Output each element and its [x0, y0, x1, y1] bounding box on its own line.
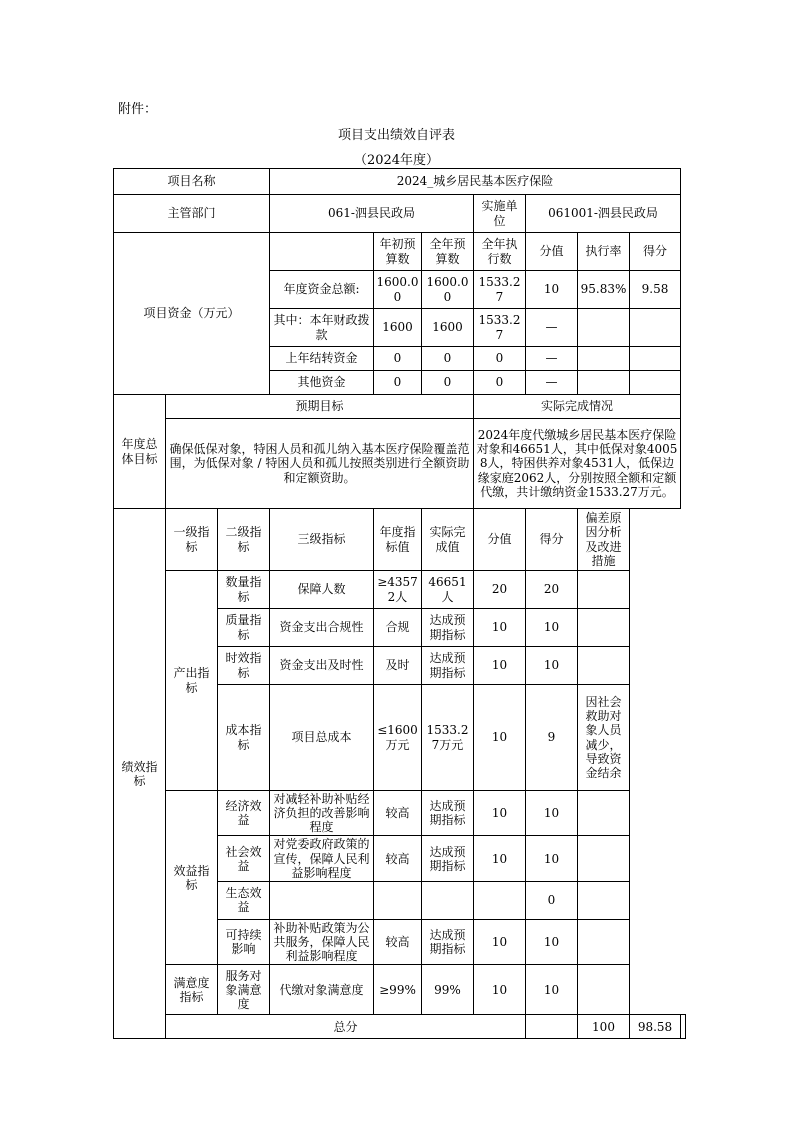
project-name-label: 项目名称 — [114, 169, 270, 195]
funds-header-row — [114, 233, 686, 271]
indicator-score: 10 — [526, 647, 578, 685]
indicator-reason — [578, 919, 630, 964]
funds-annual: 0 — [422, 347, 474, 371]
indicator-value — [474, 881, 526, 919]
funds-annual: 1600 — [422, 309, 474, 347]
indicator-actual: 99% — [422, 965, 474, 1015]
indicator-l2: 数量指标 — [218, 571, 270, 609]
project-name-row — [114, 169, 686, 195]
funds-row-name: 年度资金总额: — [270, 271, 374, 309]
department-row — [114, 195, 686, 233]
output-group-label: 产出指标 — [166, 571, 218, 791]
perf-header: 三级指标 — [270, 509, 374, 571]
funds-executed: 1533.27 — [474, 271, 526, 309]
indicator-l3: 项目总成本 — [270, 685, 374, 791]
total-blank — [526, 1015, 578, 1039]
funds-executed: 1533.27 — [474, 309, 526, 347]
goals-header-row — [114, 395, 686, 419]
funds-header: 分值 — [526, 233, 578, 271]
indicator-l3: 资金支出及时性 — [270, 647, 374, 685]
indicator-score: 10 — [526, 609, 578, 647]
indicator-score: 10 — [526, 791, 578, 836]
perf-header: 年度指标值 — [374, 509, 422, 571]
goals-expected: 确保低保对象，特困人员和孤儿纳入基本医疗保险覆盖范围，为低保对象 / 特困人员和孤儿按照类别进行全额资助和定额资助。 — [166, 419, 474, 509]
funds-initial: 1600 — [374, 309, 422, 347]
impl-label: 实施单位 — [474, 195, 526, 233]
indicator-actual: 达成预期指标 — [422, 647, 474, 685]
funds-score: 9.58 — [630, 271, 681, 309]
indicator-value: 10 — [474, 647, 526, 685]
indicator-l3: 对党委政府政策的宣传，保障人民利益影响程度 — [270, 836, 374, 881]
indicator-target: 较高 — [374, 919, 422, 964]
funds-header: 全年执行数 — [474, 233, 526, 271]
funds-rate: 95.83% — [578, 271, 630, 309]
funds-row-name: 其中：本年财政拨款 — [270, 309, 374, 347]
funds-initial: 0 — [374, 347, 422, 371]
indicator-reason — [578, 571, 630, 609]
indicator-l2: 质量指标 — [218, 609, 270, 647]
total-value: 100 — [578, 1015, 630, 1039]
benefit-group-label: 效益指标 — [166, 791, 218, 965]
indicator-reason — [578, 791, 630, 836]
indicator-l3: 代缴对象满意度 — [270, 965, 374, 1015]
total-row — [114, 1015, 686, 1039]
impl-value: 061001-泗县民政局 — [526, 195, 681, 233]
satisfaction-group-label: 满意度指标 — [166, 965, 218, 1015]
funds-executed: 0 — [474, 371, 526, 395]
indicator-score: 10 — [526, 836, 578, 881]
indicator-l3: 对减轻补助补贴经济负担的改善影响程度 — [270, 791, 374, 836]
funds-rate — [578, 309, 630, 347]
indicator-reason — [578, 609, 630, 647]
indicator-l3: 补助补贴政策为公共服务，保障人民利益影响程度 — [270, 919, 374, 964]
indicator-reason — [578, 836, 630, 881]
indicator-actual: 1533.27万元 — [422, 685, 474, 791]
indicator-actual: 46651人 — [422, 571, 474, 609]
indicator-value: 10 — [474, 791, 526, 836]
indicator-value: 10 — [474, 919, 526, 964]
indicator-value: 10 — [474, 609, 526, 647]
indicator-l2: 可持续影响 — [218, 919, 270, 964]
goals-expected-header: 预期目标 — [166, 395, 474, 419]
perf-label: 绩效指标 — [114, 509, 166, 1039]
indicator-reason — [578, 881, 630, 919]
indicator-value: 10 — [474, 685, 526, 791]
goals-label: 年度总体目标 — [114, 395, 166, 509]
indicator-value: 10 — [474, 836, 526, 881]
indicator-target: 较高 — [374, 836, 422, 881]
funds-header: 得分 — [630, 233, 681, 271]
funds-rate — [578, 347, 630, 371]
funds-initial: 1600.00 — [374, 271, 422, 309]
indicator-score: 10 — [526, 919, 578, 964]
goals-actual: 2024年度代缴城乡居民基本医疗保险对象和46651人，其中低保对象40058人，特困供养对象4531人，低保边缘家庭2062人，分别按照全额和定额代缴，共计缴纳资金1533.27万元。 — [474, 419, 681, 509]
indicator-target: 合规 — [374, 609, 422, 647]
funds-rate — [578, 371, 630, 395]
total-label: 总分 — [166, 1015, 526, 1039]
indicator-row — [114, 965, 686, 1015]
funds-score — [630, 371, 681, 395]
perf-header: 二级指标 — [218, 509, 270, 571]
perf-header: 得分 — [526, 509, 578, 571]
perf-header: 分值 — [474, 509, 526, 571]
funds-header: 年初预算数 — [374, 233, 422, 271]
indicator-target: ≤1600万元 — [374, 685, 422, 791]
indicator-l3: 资金支出合规性 — [270, 609, 374, 647]
indicator-l2: 经济效益 — [218, 791, 270, 836]
dept-value: 061-泗县民政局 — [270, 195, 474, 233]
funds-score — [630, 347, 681, 371]
indicator-target — [374, 881, 422, 919]
indicator-l3 — [270, 881, 374, 919]
indicator-actual: 达成预期指标 — [422, 836, 474, 881]
funds-annual: 1600.00 — [422, 271, 474, 309]
indicator-l2: 社会效益 — [218, 836, 270, 881]
indicator-score: 20 — [526, 571, 578, 609]
form-year: （2024年度） — [353, 153, 440, 168]
funds-executed: 0 — [474, 347, 526, 371]
attachment-label: 附件： — [118, 102, 158, 117]
indicator-score: 0 — [526, 881, 578, 919]
funds-score-value: — — [526, 347, 578, 371]
funds-score-value: 10 — [526, 271, 578, 309]
total-score: 98.58 — [630, 1015, 681, 1039]
funds-header: 执行率 — [578, 233, 630, 271]
indicator-actual: 达成预期指标 — [422, 919, 474, 964]
perf-header: 实际完成值 — [422, 509, 474, 571]
perf-header: 偏差原因分析及改进措施 — [578, 509, 630, 571]
goals-actual-header: 实际完成情况 — [474, 395, 681, 419]
indicator-score: 10 — [526, 965, 578, 1015]
funds-row-name: 上年结转资金 — [270, 347, 374, 371]
indicator-target: 及时 — [374, 647, 422, 685]
indicator-l2: 生态效益 — [218, 881, 270, 919]
total-reason — [681, 1015, 686, 1039]
indicator-l2: 服务对象满意度 — [218, 965, 270, 1015]
indicator-target: ≥43572人 — [374, 571, 422, 609]
indicator-value: 10 — [474, 965, 526, 1015]
goals-content-row — [114, 419, 686, 509]
funds-annual: 0 — [422, 371, 474, 395]
indicator-actual: 达成预期指标 — [422, 791, 474, 836]
indicator-row — [114, 791, 686, 836]
funds-header-blank — [270, 233, 374, 271]
indicator-l2: 时效指标 — [218, 647, 270, 685]
funds-label: 项目资金（万元） — [114, 233, 270, 395]
indicator-l2: 成本指标 — [218, 685, 270, 791]
indicator-value: 20 — [474, 571, 526, 609]
dept-label: 主管部门 — [114, 195, 270, 233]
funds-header: 全年预算数 — [422, 233, 474, 271]
indicator-score: 9 — [526, 685, 578, 791]
indicator-target: ≥99% — [374, 965, 422, 1015]
funds-score — [630, 309, 681, 347]
funds-score-value: — — [526, 371, 578, 395]
funds-row-name: 其他资金 — [270, 371, 374, 395]
indicator-target: 较高 — [374, 791, 422, 836]
indicator-l3: 保障人数 — [270, 571, 374, 609]
project-name-value: 2024_城乡居民基本医疗保险 — [270, 169, 681, 195]
indicator-reason: 因社会救助对象人员减少，导致资金结余 — [578, 685, 630, 791]
indicator-row — [114, 571, 686, 609]
indicator-reason — [578, 647, 630, 685]
perf-header-row — [114, 509, 686, 571]
funds-score-value: — — [526, 309, 578, 347]
indicator-actual: 达成预期指标 — [422, 609, 474, 647]
form-title: 项目支出绩效自评表 — [337, 128, 455, 143]
funds-initial: 0 — [374, 371, 422, 395]
self-evaluation-table — [113, 168, 686, 1039]
indicator-reason — [578, 965, 630, 1015]
indicator-actual — [422, 881, 474, 919]
perf-header: 一级指标 — [166, 509, 218, 571]
